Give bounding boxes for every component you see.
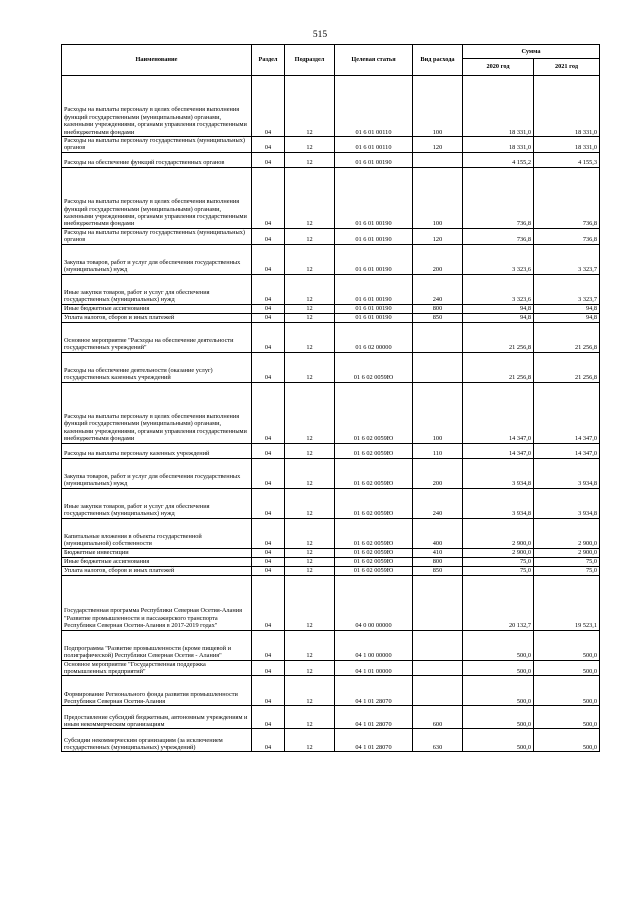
header-sum: Сумма — [463, 45, 600, 59]
cell-section: 04 — [252, 676, 285, 706]
table-row — [62, 322, 600, 352]
cell-name: Уплата налогов, сборов и иных платежей — [62, 313, 252, 322]
cell-v2021: 75,0 — [534, 566, 600, 575]
cell-v2021: 14 347,0 — [534, 382, 600, 443]
cell-v2020: 2 900,0 — [463, 518, 534, 548]
cell-v2021: 3 323,7 — [534, 274, 600, 304]
cell-name: Уплата налогов, сборов и иных платежей — [62, 566, 252, 575]
cell-subsection: 12 — [285, 352, 335, 382]
cell-name: Иные закупки товаров, работ и услуг для обеспечения государственных (муниципальных) нужд — [62, 274, 252, 304]
table-row — [62, 167, 600, 228]
cell-section: 04 — [252, 304, 285, 313]
cell-target: 01 6 02 0059Ю — [335, 548, 413, 557]
cell-v2020: 3 934,8 — [463, 488, 534, 518]
cell-name: Иные бюджетные ассигнования — [62, 557, 252, 566]
cell-target: 04 1 01 28070 — [335, 706, 413, 729]
cell-vid: 100 — [413, 167, 463, 228]
cell-vid: 850 — [413, 566, 463, 575]
cell-target: 01 6 01 00190 — [335, 244, 413, 274]
table-row — [62, 548, 600, 557]
cell-target: 01 6 02 0059Ю — [335, 458, 413, 488]
header-expense-type: Вид расхода — [413, 45, 463, 76]
cell-v2020: 75,0 — [463, 557, 534, 566]
cell-vid — [413, 352, 463, 382]
table-row — [62, 352, 600, 382]
header-target: Целевая статья — [335, 45, 413, 76]
cell-target: 01 6 02 0059Ю — [335, 443, 413, 458]
page-number: 515 — [312, 30, 328, 40]
cell-subsection: 12 — [285, 706, 335, 729]
cell-v2020: 3 323,6 — [463, 274, 534, 304]
cell-vid: 630 — [413, 729, 463, 752]
cell-subsection: 12 — [285, 575, 335, 630]
cell-target: 01 6 01 00110 — [335, 76, 413, 137]
cell-target: 01 6 02 00000 — [335, 322, 413, 352]
cell-name: Расходы на выплаты персоналу казенных учреждений — [62, 443, 252, 458]
cell-vid — [413, 575, 463, 630]
cell-subsection: 12 — [285, 322, 335, 352]
cell-v2021: 500,0 — [534, 676, 600, 706]
cell-subsection: 12 — [285, 488, 335, 518]
cell-section: 04 — [252, 443, 285, 458]
cell-name: Закупка товаров, работ и услуг для обеспечения государственных (муниципальных) нужд — [62, 244, 252, 274]
cell-v2020: 94,8 — [463, 313, 534, 322]
cell-v2021: 500,0 — [534, 630, 600, 660]
cell-vid — [413, 660, 463, 676]
cell-name: Бюджетные инвестиции — [62, 548, 252, 557]
cell-section: 04 — [252, 548, 285, 557]
cell-v2021: 3 934,8 — [534, 488, 600, 518]
cell-name: Основное мероприятие "Расходы на обеспечение деятельности государственных учреждений" — [62, 322, 252, 352]
cell-subsection: 12 — [285, 566, 335, 575]
cell-vid — [413, 322, 463, 352]
cell-section: 04 — [252, 458, 285, 488]
cell-section: 04 — [252, 518, 285, 548]
table-row — [62, 630, 600, 660]
cell-subsection: 12 — [285, 518, 335, 548]
header-subsection: Подраздел — [285, 45, 335, 76]
cell-subsection: 12 — [285, 729, 335, 752]
header-2020: 2020 год — [463, 59, 534, 76]
table-row — [62, 443, 600, 458]
cell-v2021: 19 523,1 — [534, 575, 600, 630]
table-row — [62, 304, 600, 313]
cell-target: 04 1 01 00000 — [335, 660, 413, 676]
cell-vid: 240 — [413, 274, 463, 304]
cell-subsection: 12 — [285, 152, 335, 167]
cell-name: Расходы на выплаты персоналу в целях обеспечения выполнения функций государственными (муниципальными) органами, казенными учреждениями, органами управления государственными внебюджетными фондами — [62, 382, 252, 443]
cell-vid: 400 — [413, 518, 463, 548]
cell-vid — [413, 676, 463, 706]
cell-v2021: 4 155,3 — [534, 152, 600, 167]
cell-name: Расходы на выплаты персоналу государственных (муниципальных) органов — [62, 137, 252, 153]
table-row — [62, 76, 600, 137]
cell-v2021: 736,8 — [534, 167, 600, 228]
cell-section: 04 — [252, 575, 285, 630]
cell-v2020: 500,0 — [463, 630, 534, 660]
table-row — [62, 660, 600, 676]
cell-section: 04 — [252, 352, 285, 382]
cell-target: 04 1 01 28070 — [335, 729, 413, 752]
cell-v2020: 3 934,8 — [463, 458, 534, 488]
cell-v2021: 18 331,0 — [534, 76, 600, 137]
cell-v2020: 500,0 — [463, 676, 534, 706]
cell-section: 04 — [252, 322, 285, 352]
cell-vid: 850 — [413, 313, 463, 322]
cell-name: Основное мероприятие "Государственная поддержка промышленных предприятий" — [62, 660, 252, 676]
cell-name: Расходы на обеспечение деятельности (оказание услуг) государственных казенных учреждений — [62, 352, 252, 382]
cell-v2020: 500,0 — [463, 706, 534, 729]
cell-v2020: 3 323,6 — [463, 244, 534, 274]
cell-name: Иные бюджетные ассигнования — [62, 304, 252, 313]
cell-vid — [413, 630, 463, 660]
cell-target: 01 6 02 0059Ю — [335, 382, 413, 443]
table-row — [62, 382, 600, 443]
cell-subsection: 12 — [285, 244, 335, 274]
cell-v2021: 3 934,8 — [534, 458, 600, 488]
cell-section: 04 — [252, 228, 285, 244]
cell-v2021: 736,8 — [534, 228, 600, 244]
cell-section: 04 — [252, 382, 285, 443]
cell-name: Расходы на выплаты персоналу государственных (муниципальных) органов — [62, 228, 252, 244]
table-row — [62, 244, 600, 274]
cell-vid — [413, 152, 463, 167]
cell-v2020: 500,0 — [463, 729, 534, 752]
table-row — [62, 313, 600, 322]
cell-target: 01 6 01 00110 — [335, 137, 413, 153]
cell-section: 04 — [252, 566, 285, 575]
cell-section: 04 — [252, 244, 285, 274]
cell-vid: 240 — [413, 488, 463, 518]
cell-name: Закупка товаров, работ и услуг для обеспечения государственных (муниципальных) нужд — [62, 458, 252, 488]
cell-target: 01 6 01 00190 — [335, 228, 413, 244]
cell-v2021: 14 347,0 — [534, 443, 600, 458]
table-row — [62, 274, 600, 304]
cell-subsection: 12 — [285, 548, 335, 557]
cell-vid: 600 — [413, 706, 463, 729]
table-row — [62, 458, 600, 488]
cell-v2020: 18 331,0 — [463, 76, 534, 137]
table-body — [62, 76, 600, 752]
cell-v2020: 500,0 — [463, 660, 534, 676]
cell-subsection: 12 — [285, 228, 335, 244]
cell-name: Капитальные вложения в объекты государственной (муниципальной) собственности — [62, 518, 252, 548]
cell-section: 04 — [252, 630, 285, 660]
cell-vid: 200 — [413, 458, 463, 488]
cell-vid: 100 — [413, 382, 463, 443]
cell-v2020: 736,8 — [463, 167, 534, 228]
header-section: Раздел — [252, 45, 285, 76]
cell-subsection: 12 — [285, 630, 335, 660]
cell-subsection: 12 — [285, 304, 335, 313]
cell-target: 01 6 01 00190 — [335, 313, 413, 322]
cell-subsection: 12 — [285, 382, 335, 443]
cell-v2021: 500,0 — [534, 660, 600, 676]
cell-v2020: 736,8 — [463, 228, 534, 244]
cell-v2021: 21 256,8 — [534, 352, 600, 382]
cell-section: 04 — [252, 729, 285, 752]
table-row — [62, 152, 600, 167]
cell-v2020: 21 256,8 — [463, 352, 534, 382]
table-row — [62, 557, 600, 566]
cell-subsection: 12 — [285, 458, 335, 488]
cell-v2020: 94,8 — [463, 304, 534, 313]
cell-target: 01 6 02 0059Ю — [335, 488, 413, 518]
cell-subsection: 12 — [285, 167, 335, 228]
table-row — [62, 137, 600, 153]
cell-v2021: 500,0 — [534, 706, 600, 729]
header-2021: 2021 год — [534, 59, 600, 76]
table-row — [62, 566, 600, 575]
cell-v2021: 3 323,7 — [534, 244, 600, 274]
cell-subsection: 12 — [285, 137, 335, 153]
cell-v2021: 21 256,8 — [534, 322, 600, 352]
cell-v2020: 21 256,8 — [463, 322, 534, 352]
cell-vid: 800 — [413, 557, 463, 566]
cell-subsection: 12 — [285, 274, 335, 304]
cell-section: 04 — [252, 76, 285, 137]
cell-v2021: 94,8 — [534, 304, 600, 313]
cell-v2021: 2 900,0 — [534, 548, 600, 557]
table-row — [62, 228, 600, 244]
cell-vid: 120 — [413, 228, 463, 244]
cell-subsection: 12 — [285, 660, 335, 676]
cell-subsection: 12 — [285, 76, 335, 137]
cell-target: 01 6 01 00190 — [335, 274, 413, 304]
cell-name: Расходы на выплаты персоналу в целях обеспечения выполнения функций государственными (муниципальными) органами, казенными учреждениями, органами управления государственными внебюджетными фондами — [62, 76, 252, 137]
cell-vid: 120 — [413, 137, 463, 153]
cell-v2020: 75,0 — [463, 566, 534, 575]
cell-target: 01 6 01 00190 — [335, 167, 413, 228]
cell-target: 01 6 01 00190 — [335, 304, 413, 313]
cell-vid: 800 — [413, 304, 463, 313]
cell-v2020: 4 155,2 — [463, 152, 534, 167]
cell-vid: 100 — [413, 76, 463, 137]
cell-section: 04 — [252, 557, 285, 566]
cell-subsection: 12 — [285, 676, 335, 706]
budget-table — [61, 44, 600, 752]
cell-target: 04 0 00 00000 — [335, 575, 413, 630]
cell-v2021: 18 331,0 — [534, 137, 600, 153]
cell-subsection: 12 — [285, 313, 335, 322]
cell-subsection: 12 — [285, 443, 335, 458]
cell-v2020: 14 347,0 — [463, 443, 534, 458]
cell-v2021: 94,8 — [534, 313, 600, 322]
cell-section: 04 — [252, 706, 285, 729]
cell-section: 04 — [252, 313, 285, 322]
table-row — [62, 518, 600, 548]
cell-section: 04 — [252, 137, 285, 153]
cell-name: Формирование Регионального фонда развития промышленности Республики Северная Осетия-Алания — [62, 676, 252, 706]
cell-v2020: 14 347,0 — [463, 382, 534, 443]
table-row — [62, 488, 600, 518]
cell-target: 01 6 02 0059Ю — [335, 518, 413, 548]
cell-section: 04 — [252, 274, 285, 304]
cell-subsection: 12 — [285, 557, 335, 566]
table-row — [62, 729, 600, 752]
cell-v2020: 2 900,0 — [463, 548, 534, 557]
cell-name: Расходы на обеспечение функций государственных органов — [62, 152, 252, 167]
table-row — [62, 575, 600, 630]
cell-v2020: 20 132,7 — [463, 575, 534, 630]
cell-vid: 200 — [413, 244, 463, 274]
cell-name: Расходы на выплаты персоналу в целях обеспечения выполнения функций государственными (муниципальными) органами, казенными учреждениями, органами управления государственными внебюджетными фондами — [62, 167, 252, 228]
cell-target: 01 6 02 0059Ю — [335, 557, 413, 566]
cell-target: 04 1 01 28070 — [335, 676, 413, 706]
cell-v2021: 500,0 — [534, 729, 600, 752]
cell-section: 04 — [252, 167, 285, 228]
cell-v2021: 75,0 — [534, 557, 600, 566]
cell-v2020: 18 331,0 — [463, 137, 534, 153]
cell-target: 04 1 00 00000 — [335, 630, 413, 660]
cell-name: Подпрограмма "Развитие промышленности (кроме пищевой и полиграфической) Республики Северная Осетия - Алания" — [62, 630, 252, 660]
cell-vid: 410 — [413, 548, 463, 557]
cell-name: Предоставление субсидий бюджетным, автономным учреждениям и иным некоммерческим организациям — [62, 706, 252, 729]
cell-target: 01 6 01 00190 — [335, 152, 413, 167]
cell-target: 01 6 02 0059Ю — [335, 352, 413, 382]
cell-target: 01 6 02 0059Ю — [335, 566, 413, 575]
cell-name: Государственная программа Республики Северная Осетия-Алания "Развитие промышленности и пассажирского транспорта Республики Северная Осетия-Алания в 2017-2019 годах" — [62, 575, 252, 630]
cell-section: 04 — [252, 660, 285, 676]
cell-section: 04 — [252, 152, 285, 167]
cell-v2021: 2 900,0 — [534, 518, 600, 548]
cell-section: 04 — [252, 488, 285, 518]
cell-name: Субсидии некоммерческим организациям (за исключением государственных (муниципальных) учреждений) — [62, 729, 252, 752]
cell-name: Иные закупки товаров, работ и услуг для обеспечения государственных (муниципальных) нужд — [62, 488, 252, 518]
cell-vid: 110 — [413, 443, 463, 458]
table-row — [62, 706, 600, 729]
table-row — [62, 676, 600, 706]
header-name: Наименование — [62, 45, 252, 76]
